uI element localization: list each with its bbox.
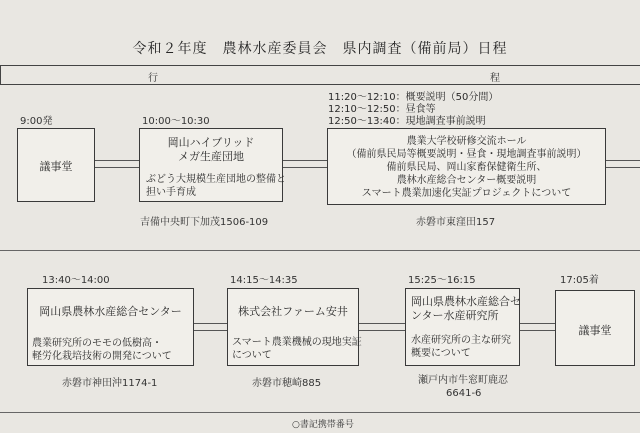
stop4-time: 14:15～14:35	[230, 275, 298, 286]
end-time: 17:05着	[560, 275, 599, 286]
stop3-desc-line-1: 農業研究所のモモの低樹高・	[32, 338, 162, 349]
stop2-box	[327, 128, 606, 205]
stop5-desc-line-1: 水産研究所の主な研究	[411, 335, 511, 346]
stop1-title-line-1: 岡山ハイブリッド	[167, 136, 255, 149]
stop5-title-line-1: 岡山県農林水産総合セ	[411, 295, 521, 308]
stop2-line-5: スマート農業加速化実証プロジェクトについて	[361, 188, 572, 199]
stop1-box	[139, 128, 286, 202]
stop3-box	[27, 288, 194, 366]
stop3-address: 赤磐市神田沖1174-1	[62, 378, 158, 389]
stop2-line-4: 農林水産総合センター概要説明	[396, 175, 537, 186]
stop5-box	[405, 288, 520, 366]
start-box-label: 議事堂	[39, 160, 73, 173]
stop3-time: 13:40～14:00	[42, 275, 110, 286]
stop5-address-line-2: 6641-6	[446, 388, 482, 399]
row-divider	[0, 250, 640, 251]
stop5-desc-line-2: 概要について	[411, 348, 471, 359]
stop4-desc-line-1: スマート農業機械の現地実証	[232, 337, 362, 348]
connector-3	[606, 160, 640, 168]
stop4-box	[227, 288, 362, 366]
connector-2	[283, 160, 327, 168]
stop2-line-3: 備前県民局、岡山家畜保健衛生所、	[386, 162, 547, 173]
page-title: 令和２年度 農林水産委員会 県内調査（備前局）日程	[132, 41, 508, 57]
header-top-rule	[0, 65, 640, 66]
stop5-title-line-2: ンター水産研究所	[411, 309, 499, 322]
stop2-schedule-line-3: 12:50～13:40：現地調査事前説明	[328, 116, 486, 127]
start-box-assembly	[17, 128, 95, 202]
stop4-desc-line-2: について	[232, 350, 272, 361]
connector-1	[95, 160, 139, 168]
stop1-address: 吉備中央町下加茂1506-109	[140, 217, 269, 228]
stop1-desc-line-2: 担い手育成	[146, 187, 196, 198]
header-col-2: 程	[490, 73, 500, 84]
stop3-title: 岡山県農林水産総合センター	[39, 305, 182, 318]
stop1-title-line-2: メガ生産団地	[178, 150, 244, 163]
stop1-time: 10:00～10:30	[142, 116, 210, 127]
stop2-line-1: 農業大学校研修交流ホール	[406, 136, 527, 147]
header-bottom-rule	[0, 84, 640, 85]
stop5-address-line-1: 瀬戸内市牛窓町鹿忍	[418, 375, 508, 386]
stop1-desc-line-1: ぶどう大規模生産団地の整備と	[146, 174, 286, 185]
connector-4	[194, 323, 227, 331]
stop2-schedule-line-2: 12:10～12:50：昼食等	[328, 104, 436, 115]
header-left-rule	[0, 65, 1, 84]
stop4-address: 赤磐市穂崎885	[252, 378, 322, 389]
stop2-line-2: （備前県民局等概要説明・昼食・現地調査事前説明）	[346, 149, 587, 160]
start-time: 9:00発	[20, 116, 53, 127]
bottom-rule	[0, 412, 640, 413]
footer-note: ○書記携帯番号	[292, 420, 354, 430]
stop2-address: 赤磐市東窪田157	[416, 217, 496, 228]
end-box-assembly	[555, 290, 635, 366]
stop2-schedule-line-1: 11:20～12:10：概要説明（50分間）	[328, 92, 499, 103]
stop4-title: 株式会社ファーム安井	[238, 305, 348, 318]
connector-6	[520, 323, 555, 331]
header-col-1: 行	[148, 73, 158, 84]
stop5-time: 15:25～16:15	[408, 275, 476, 286]
stop3-desc-line-2: 軽労化栽培技術の開発について	[32, 351, 172, 362]
end-box-label: 議事堂	[578, 324, 612, 337]
connector-5	[359, 323, 405, 331]
